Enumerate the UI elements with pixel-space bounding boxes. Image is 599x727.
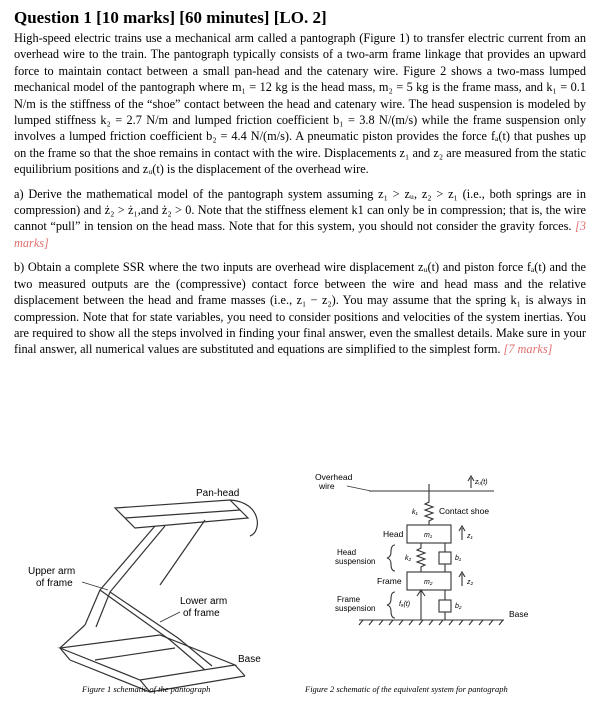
label-upper-arm-1: Upper arm bbox=[28, 566, 76, 577]
label-overhead-1: Overhead bbox=[315, 472, 353, 482]
part-a-paragraph bbox=[14, 186, 586, 252]
label-frame-susp-1: Frame bbox=[337, 595, 361, 604]
part-b-marks: [7 marks] bbox=[503, 342, 553, 357]
label-frame-susp-2: suspension bbox=[335, 604, 376, 613]
figure-2-two-mass-model bbox=[299, 470, 599, 727]
label-lower-arm-1: Lower arm bbox=[180, 596, 228, 607]
pantograph-drawing bbox=[60, 500, 257, 692]
label-overhead-2: wire bbox=[319, 481, 335, 491]
label-contact-shoe: Contact shoe bbox=[439, 506, 490, 516]
label-zw: zᵤ(t) bbox=[475, 479, 488, 486]
part-b-text: b) Obtain a complete SSR where the two inputs are overhead wire displacement zᵤ(t) and piston force fₐ(t) and the two measured outputs are the (compressive) contact force between the wire and head mass and the relative displacement between the head and frame masses (i.e., z₁ − z₂). You may assume that the spring k₁ is always in compression. Note that for state variables, you need to consider positions and velocities of the system inertias. You are required to show all the steps involved in finding your final answer, even the smallest details. Make sure in your final answer, all numerical values are substituted and equations are simplified to the simplest form. bbox=[14, 260, 586, 357]
label-base-fig1: Base bbox=[238, 654, 261, 665]
part-a-marks: [3 marks] bbox=[14, 219, 586, 250]
label-fa: fₐ(t) bbox=[399, 601, 411, 608]
question-title: Question 1 [10 marks] [60 minutes] [LO. 2] bbox=[14, 8, 327, 27]
label-head-susp-2: suspension bbox=[335, 557, 376, 566]
label-b1: b₁ bbox=[455, 555, 462, 562]
figure-2-caption: Figure 2 schematic of the equivalent system for pantograph bbox=[305, 684, 508, 694]
label-k2: k₂ bbox=[405, 555, 412, 562]
label-head-susp-1: Head bbox=[337, 548, 357, 557]
label-k1: k₁ bbox=[412, 509, 418, 516]
leader-lower-arm bbox=[160, 612, 180, 622]
figure-1-caption: Figure 1 schematic of the pantograph bbox=[82, 684, 211, 694]
intro-paragraph: High-speed electric trains use a mechanical arm called a pantograph (Figure 1) to transfer electric current from an overhead wire to the train. The pantograph typically consists of a two-arm frame linkage that provides an upward force to maintain contact between a small pan-head and the catenary wire. Figure 2 shows a two-mass lumped mechanical model of the pantograph where m₁ = 12 kg is the head mass, m₂ = 5 kg is the frame mass, and k₁ = 0.1 N/m is the stiffness of the “shoe” contact between the head and catenary wire. The head suspension is modeled by lumped stiffness k₂ = 2.7 N/m and lumped friction coefficient b₁ = 3.8 N/(m/s) while the frame suspension only involves a lumped friction coefficient b₂ = 4.4 N/(m/s). A pneumatic piston provides the force fₐ(t) that pushes up on the frame so that the shoe remains in contact with the wire. Displacements z₁ and z₂ are measured from the static equilibrium positions and zᵤ(t) is the displacement of the overhead wire. bbox=[14, 31, 586, 177]
figures-area bbox=[0, 470, 599, 727]
figure-1-pantograph bbox=[0, 470, 290, 727]
label-panhead: Pan-head bbox=[196, 488, 240, 499]
label-base-fig2: Base bbox=[509, 609, 529, 619]
label-m2: m₂ bbox=[424, 579, 433, 586]
label-z1: z₁ bbox=[467, 533, 473, 540]
label-upper-arm-2: of frame bbox=[36, 578, 73, 589]
part-b-paragraph bbox=[14, 259, 586, 357]
label-b2: b₂ bbox=[455, 603, 462, 610]
label-head: Head bbox=[383, 529, 404, 539]
model-drawing bbox=[359, 476, 504, 625]
question-page bbox=[14, 8, 586, 358]
leader-overhead bbox=[347, 486, 371, 491]
label-z2: z₂ bbox=[467, 579, 474, 586]
part-a-text: a) Derive the mathematical model of the pantograph system assuming z₁ > zᵤ, z₂ > z₁ (i.e., both springs are in compression) and ż₂ > ż₁,and ż₂ > 0. Note that the stiffness element k1 can only be in compression; that is, the wire cannot “pull” in tension on the head mass. Note that for this system, you should not consider the gravity forces. bbox=[14, 186, 586, 234]
label-lower-arm-2: of frame bbox=[183, 608, 220, 619]
label-frame: Frame bbox=[377, 576, 402, 586]
label-m1: m₁ bbox=[424, 532, 433, 539]
